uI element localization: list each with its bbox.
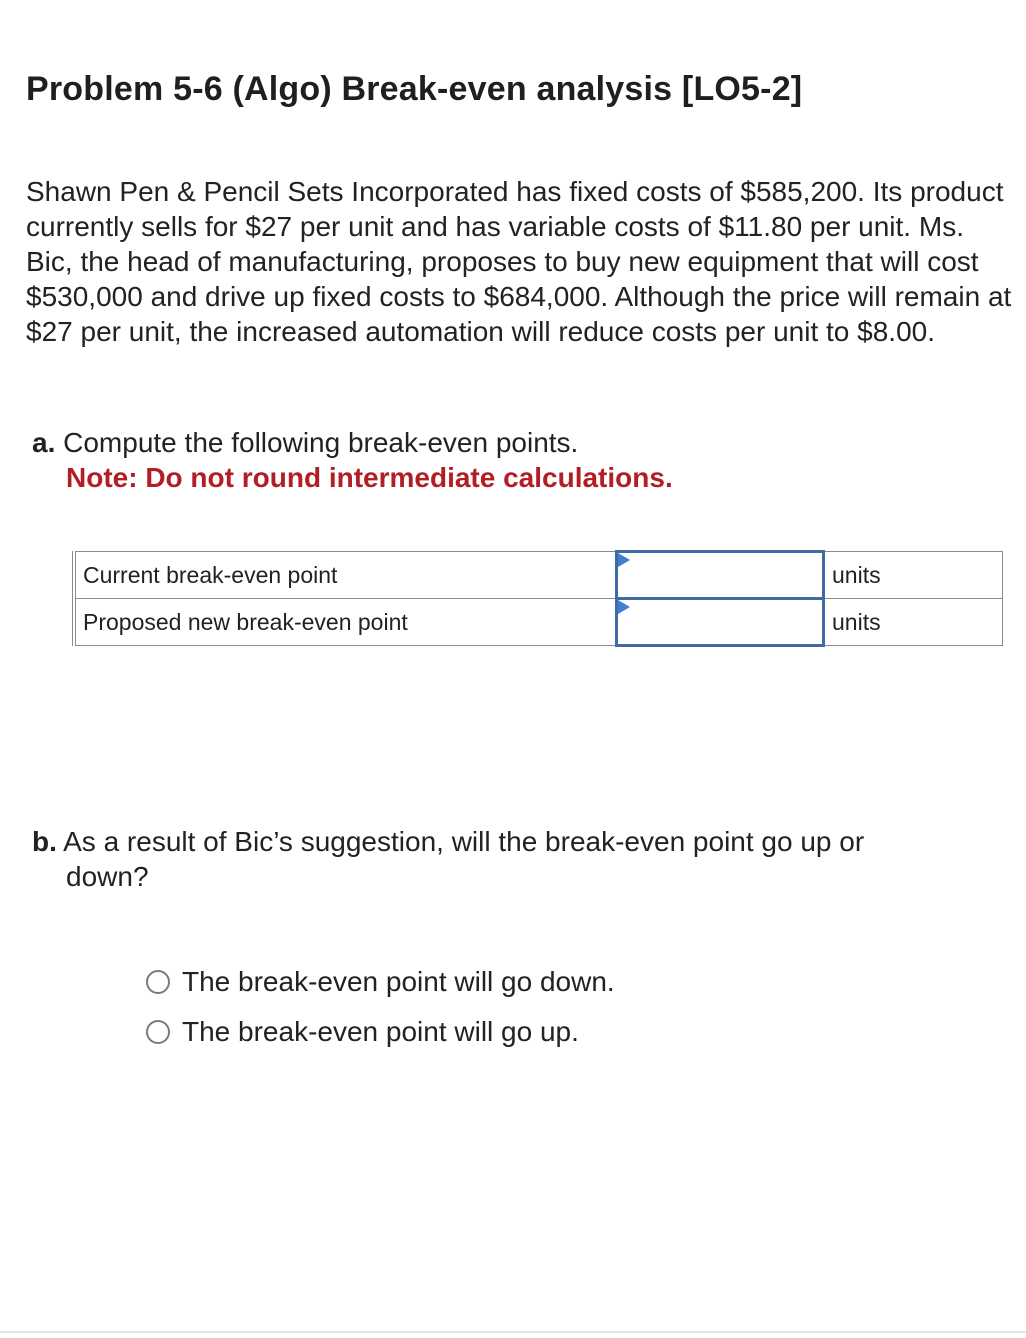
radio-button-icon[interactable] bbox=[146, 1020, 170, 1044]
radio-button-icon[interactable] bbox=[146, 970, 170, 994]
current-break-even-unit: units bbox=[824, 552, 1003, 599]
problem-text: Shawn Pen & Pencil Sets Incorporated has fixed costs of $585,200. Its product currently sells for $27 per unit and has variable costs of $11.80 per unit. Ms. Bic, the head of manufacturing, proposes to buy new equipment that will cost $530,000 and drive up fixed costs to $684,000. Although the price will remain at $27 per unit, the increased automation will reduce costs per unit to $8.00. bbox=[26, 176, 1012, 347]
input-marker-icon bbox=[618, 553, 630, 567]
proposed-break-even-unit: units bbox=[824, 599, 1003, 646]
part-b-prompt bbox=[32, 824, 992, 894]
option-go-up-label: The break-even point will go up. bbox=[182, 1016, 579, 1047]
part-a-note: Note: Do not round intermediate calculations. bbox=[66, 462, 673, 493]
current-break-even-cell bbox=[617, 552, 824, 599]
current-break-even-input[interactable] bbox=[618, 555, 822, 595]
table-row-proposed bbox=[74, 599, 1003, 646]
current-break-even-label: Current break-even point bbox=[74, 552, 617, 599]
part-a-prompt bbox=[32, 425, 992, 495]
page-title: Problem 5-6 (Algo) Break-even analysis [LO5-2] bbox=[26, 70, 803, 108]
part-a-question: Compute the following break-even points. bbox=[63, 427, 579, 458]
bottom-divider bbox=[0, 1331, 1026, 1333]
break-even-table bbox=[72, 550, 1003, 647]
part-b-label: b. bbox=[32, 826, 57, 857]
proposed-break-even-cell bbox=[617, 599, 824, 646]
option-go-down[interactable] bbox=[146, 964, 615, 999]
proposed-break-even-input[interactable] bbox=[618, 602, 822, 642]
part-a-label: a. bbox=[32, 427, 56, 458]
part-b-question-line1: As a result of Bic’s suggestion, will the break-even point go up or bbox=[63, 826, 865, 857]
proposed-break-even-label: Proposed new break-even point bbox=[74, 599, 617, 646]
option-go-up[interactable] bbox=[146, 1014, 615, 1049]
answer-options bbox=[146, 964, 615, 1064]
table-row-current bbox=[74, 552, 1003, 599]
input-marker-icon bbox=[618, 600, 630, 614]
option-go-down-label: The break-even point will go down. bbox=[182, 966, 615, 997]
part-b-question-line2: down? bbox=[66, 861, 149, 892]
